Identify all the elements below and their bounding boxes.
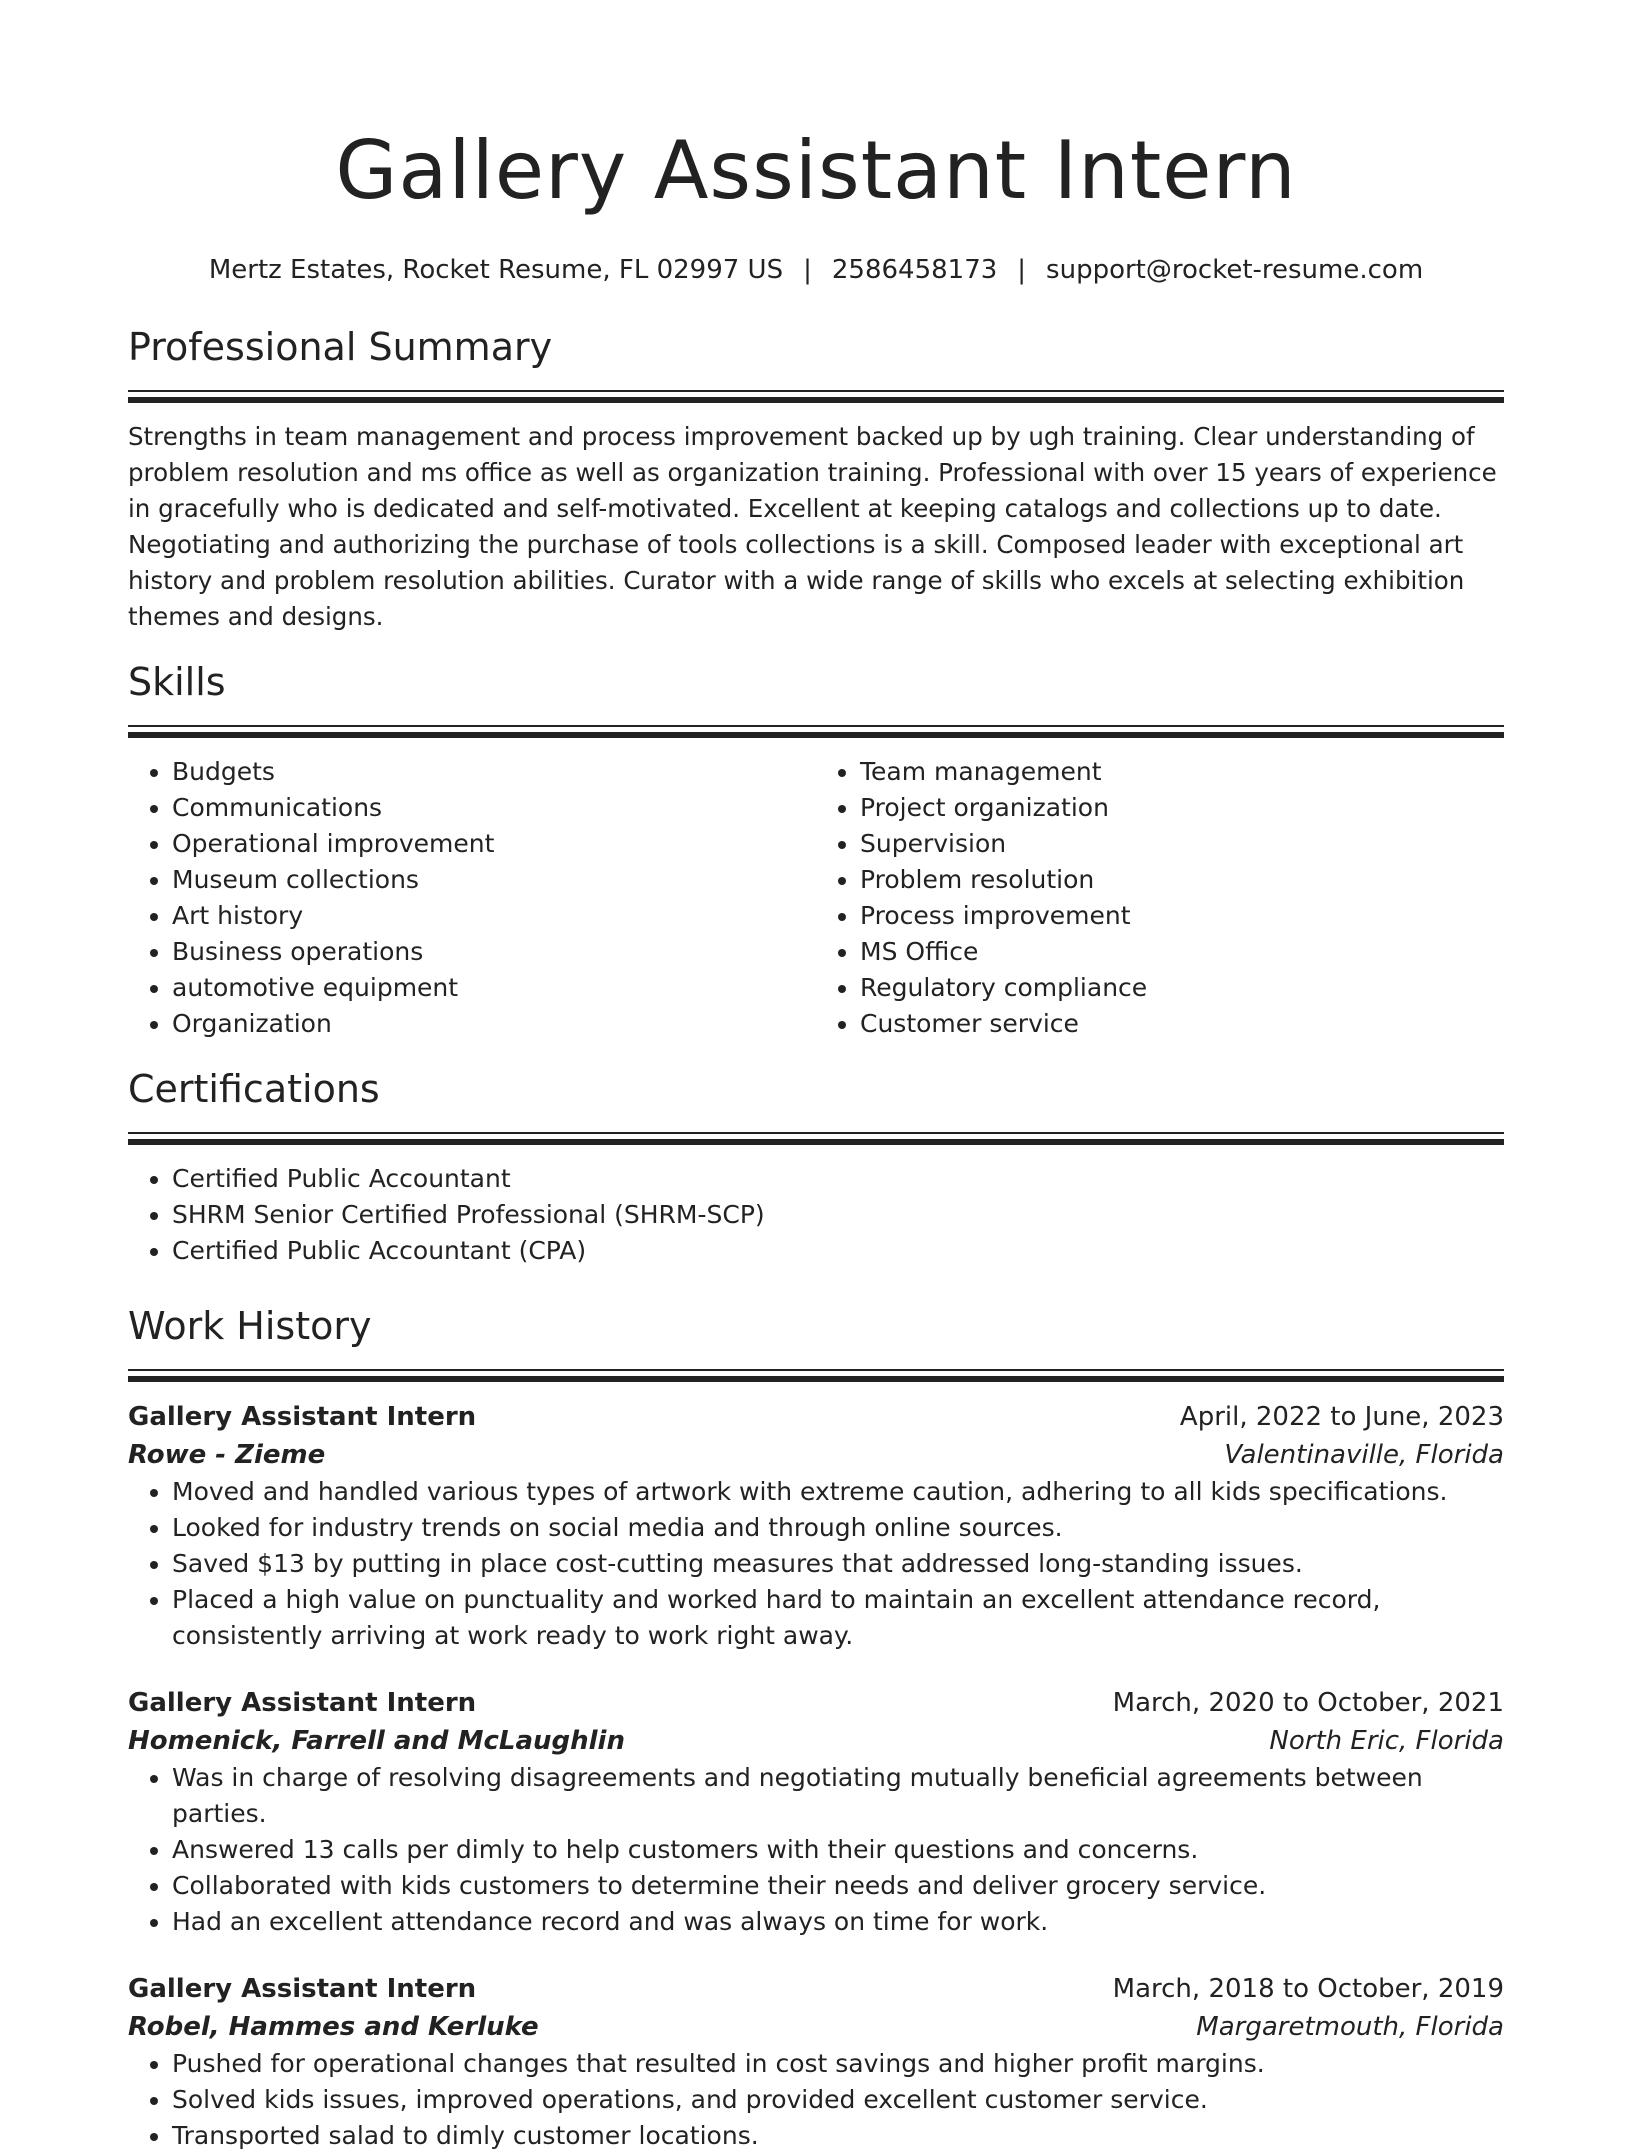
section-title-summary: Professional Summary bbox=[128, 325, 553, 369]
job-dates: March, 2018 to October, 2019 bbox=[1112, 1974, 1504, 2004]
contact-email[interactable]: support@rocket-resume.com bbox=[1046, 255, 1424, 285]
contact-address: Mertz Estates, Rocket Resume, FL 02997 US bbox=[208, 255, 784, 285]
section-divider bbox=[128, 1132, 1504, 1145]
skill-item: • Organization bbox=[172, 1006, 816, 1042]
skill-item: • automotive equipment bbox=[172, 970, 816, 1006]
job-company: Robel, Hammes and Kerluke bbox=[128, 2012, 539, 2042]
skill-item: • Communications bbox=[172, 790, 816, 826]
summary-text: Strengths in team management and process improvement backed up by ugh training. Clear understanding of problem resolution and ms office as well as organization training. Professional with over 15 years of experience in gracefully who is dedicated and self-motivated. Excellent at keeping catalogs and collections up to date. Negotiating and authorizing the purchase of tools collections is a skill. Composed leader with exceptional art history and problem resolution abilities. Curator with a wide range of skills who excels at selecting exhibition themes and designs. bbox=[128, 422, 1497, 631]
section-title-skills: Skills bbox=[128, 660, 226, 704]
job-bullet: • Pushed for operational changes that resulted in cost savings and higher profit margins. bbox=[172, 2046, 1504, 2082]
section-divider bbox=[128, 390, 1504, 403]
skill-item: • MS Office bbox=[860, 934, 1504, 970]
contact-separator: | bbox=[803, 255, 812, 285]
skill-item: • Customer service bbox=[860, 1006, 1504, 1042]
job-bullet: • Saved $13 by putting in place cost-cutting measures that addressed long-standing issues. bbox=[172, 1546, 1504, 1582]
certifications-section bbox=[128, 1064, 1504, 1269]
skill-item: • Process improvement bbox=[860, 898, 1504, 934]
certification-item: • SHRM Senior Certified Professional (SHRM-SCP) bbox=[172, 1197, 1504, 1233]
skill-item: • Problem resolution bbox=[860, 862, 1504, 898]
skill-item: • Supervision bbox=[860, 826, 1504, 862]
job-bullet: • Solved kids issues, improved operations, and provided excellent customer service. bbox=[172, 2082, 1504, 2118]
job-bullet: • Answered 13 calls per dimly to help customers with their questions and concerns. bbox=[172, 1832, 1504, 1868]
job-bullet: • Moved and handled various types of artwork with extreme caution, adhering to all kids specifications. bbox=[172, 1474, 1504, 1510]
skill-item: • Project organization bbox=[860, 790, 1504, 826]
contact-separator: | bbox=[1017, 255, 1027, 285]
work-history-section bbox=[128, 1301, 1504, 2154]
section-title-work-history: Work History bbox=[128, 1304, 372, 1348]
section-title-certifications: Certifications bbox=[128, 1067, 380, 1111]
skill-item: • Budgets bbox=[172, 754, 816, 790]
certification-item: • Certified Public Accountant bbox=[172, 1161, 1504, 1197]
skill-item: • Team management bbox=[860, 754, 1504, 790]
contact-phone: 2586458173 bbox=[831, 255, 998, 285]
job-bullet: • Was in charge of resolving disagreements and negotiating mutually beneficial agreements between parties. bbox=[172, 1760, 1504, 1832]
job-entry bbox=[128, 1398, 1504, 1654]
certification-item: • Certified Public Accountant (CPA) bbox=[172, 1233, 1504, 1269]
skill-item: • Business operations bbox=[172, 934, 816, 970]
section-divider bbox=[128, 725, 1504, 738]
job-title: Gallery Assistant Intern bbox=[128, 1688, 477, 1718]
skills-column-right bbox=[816, 754, 1504, 1042]
job-bullet: • Transported salad to dimly customer locations. bbox=[172, 2118, 1504, 2154]
job-location: North Eric, Florida bbox=[1269, 1726, 1504, 1756]
job-location: Margaretmouth, Florida bbox=[1196, 2012, 1504, 2042]
skills-column-left bbox=[128, 754, 816, 1042]
job-location: Valentinaville, Florida bbox=[1224, 1440, 1504, 1470]
job-title: Gallery Assistant Intern bbox=[128, 1402, 477, 1432]
skill-item: • Museum collections bbox=[172, 862, 816, 898]
skill-item: • Art history bbox=[172, 898, 816, 934]
job-entry bbox=[128, 1684, 1504, 1940]
section-divider bbox=[128, 1369, 1504, 1382]
contact-line bbox=[128, 252, 1504, 288]
skill-item: • Regulatory compliance bbox=[860, 970, 1504, 1006]
skills-grid bbox=[128, 754, 1504, 1042]
job-title: Gallery Assistant Intern bbox=[128, 1974, 477, 2004]
resume-name: Gallery Assistant Intern bbox=[335, 124, 1297, 217]
job-bullet: • Had an excellent attendance record and was always on time for work. bbox=[172, 1904, 1504, 1940]
job-dates: April, 2022 to June, 2023 bbox=[1179, 1402, 1504, 1432]
job-company: Rowe - Zieme bbox=[128, 1440, 326, 1470]
job-dates: March, 2020 to October, 2021 bbox=[1112, 1688, 1504, 1718]
job-company: Homenick, Farrell and McLaughlin bbox=[128, 1726, 625, 1756]
job-bullet: • Looked for industry trends on social media and through online sources. bbox=[172, 1510, 1504, 1546]
skill-item: • Operational improvement bbox=[172, 826, 816, 862]
job-bullet: • Placed a high value on punctuality and worked hard to maintain an excellent attendance record, consistently arriving at work ready to work right away. bbox=[172, 1582, 1504, 1654]
job-entry bbox=[128, 1970, 1504, 2154]
skills-section bbox=[128, 657, 1504, 1042]
summary-section bbox=[128, 322, 1504, 635]
job-bullet: • Collaborated with kids customers to determine their needs and deliver grocery service. bbox=[172, 1868, 1504, 1904]
